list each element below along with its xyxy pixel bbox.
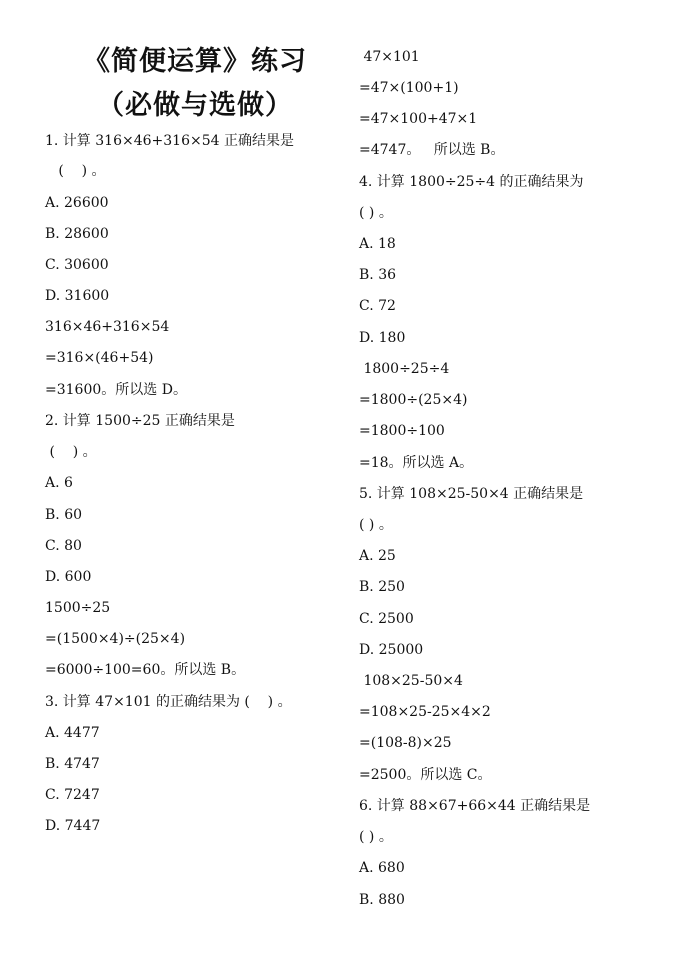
q5-solution-line: =(108-8)×25 [359,735,452,751]
question-1-stem: 1. 计算 316×46+316×54 正确结果是 [45,133,294,149]
q2-option-b: B. 60 [45,507,83,523]
q5-solution-answer: =2500。所以选 C。 [359,767,492,783]
q1-solution-answer: =31600。所以选 D。 [45,382,187,398]
q1-option-b: B. 28600 [45,226,109,242]
q4-option-b: B. 36 [359,267,397,283]
question-4-blank: ( ) 。 [359,205,393,221]
q4-solution-line: 1800÷25÷4 [359,361,450,377]
question-1-blank: ( ) 。 [45,163,106,179]
q2-solution-answer: =6000÷100=60。所以选 B。 [45,662,246,678]
question-6-stem: 6. 计算 88×67+66×44 正确结果是 [359,798,591,814]
q5-solution-line: 108×25-50×4 [359,673,463,689]
q5-option-b: B. 250 [359,579,405,595]
q2-solution-line: =(1500×4)÷(25×4) [45,631,186,647]
q5-solution-line: =108×25-25×4×2 [359,704,491,720]
q4-solution-line: =1800÷(25×4) [359,392,468,408]
page-title-line-1: 《简便运算》练习 [83,46,307,77]
q4-solution-answer: =18。所以选 A。 [359,455,474,471]
q3-option-d: D. 7447 [45,818,101,834]
q3-solution-line: =47×(100+1) [359,80,459,96]
q1-option-c: C. 30600 [45,257,109,273]
q5-option-a: A. 25 [359,548,396,564]
q3-option-b: B. 4747 [45,756,100,772]
q2-option-d: D. 600 [45,569,92,585]
question-4-stem: 4. 计算 1800÷25÷4 的正确结果为 [359,174,584,190]
q2-option-c: C. 80 [45,538,82,554]
q5-option-c: C. 2500 [359,611,414,627]
q1-option-a: A. 26600 [45,195,109,211]
q5-option-d: D. 25000 [359,642,424,658]
question-2-stem: 2. 计算 1500÷25 正确结果是 [45,413,235,429]
q1-solution-line: =316×(46+54) [45,350,154,366]
question-6-blank: ( ) 。 [359,829,393,845]
q6-option-a: A. 680 [359,860,405,876]
q3-solution-line: =47×100+47×1 [359,111,478,127]
question-3-stem: 3. 计算 47×101 的正确结果为 ( ) 。 [45,694,292,710]
q3-solution-answer: =4747。 所以选 B。 [359,142,505,158]
q4-solution-line: =1800÷100 [359,423,445,439]
q2-solution-line: 1500÷25 [45,600,111,616]
q3-solution-line: 47×101 [359,49,420,65]
question-5-blank: ( ) 。 [359,517,393,533]
q3-option-a: A. 4477 [45,725,100,741]
page-title-line-2: （必做与选做） [97,90,293,121]
q2-option-a: A. 6 [45,475,73,491]
q4-option-a: A. 18 [359,236,396,252]
question-5-stem: 5. 计算 108×25-50×4 正确结果是 [359,486,584,502]
q4-option-c: C. 72 [359,298,396,314]
question-2-blank: ( ) 。 [45,444,97,460]
q1-solution-line: 316×46+316×54 [45,319,170,335]
q6-option-b: B. 880 [359,892,405,908]
q1-option-d: D. 31600 [45,288,110,304]
q3-option-c: C. 7247 [45,787,100,803]
q4-option-d: D. 180 [359,330,406,346]
